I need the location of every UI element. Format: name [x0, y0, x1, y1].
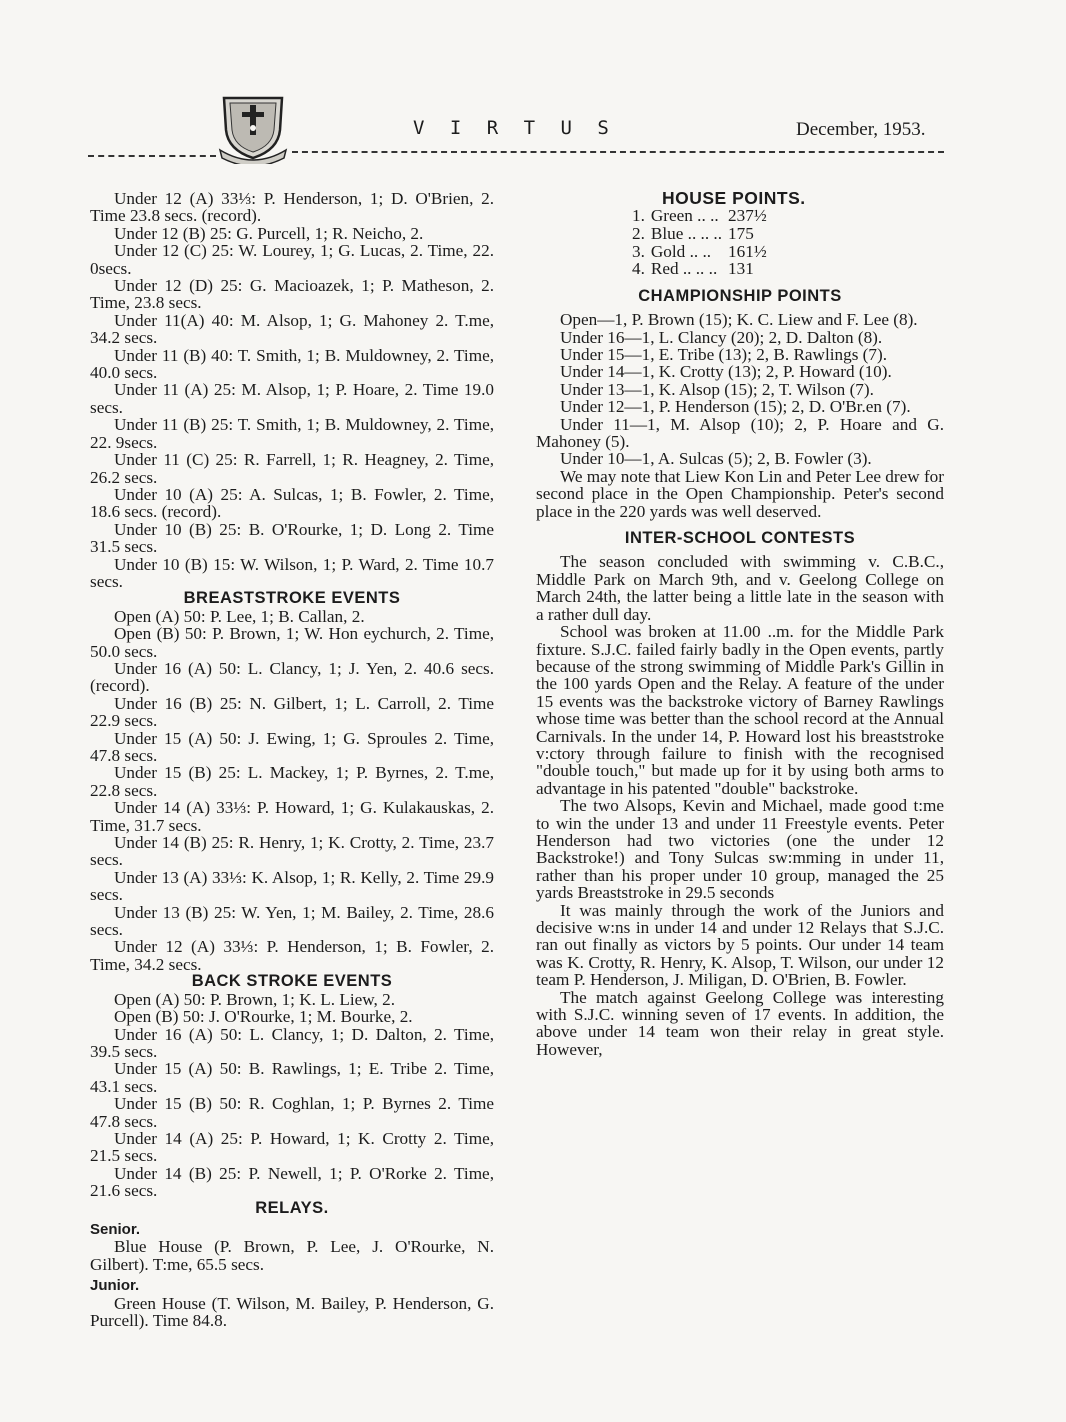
result-item: Open (B) 50: P. Brown, 1; W. Hon eychurch, 2. Time, 50.0 secs. — [90, 624, 494, 661]
result-item: Under 16 (B) 25: N. Gilbert, 1; L. Carroll, 2. Time 22.9 secs. — [90, 693, 494, 731]
rank-cell: 1. — [632, 206, 645, 226]
rank-cell: 2. — [632, 224, 645, 243]
senior-relay-text: Blue House (P. Brown, P. Lee, J. O'Rourke, N. Gilbert). T:me, 65.5 secs. — [90, 1237, 494, 1274]
result-item: Under 16 (A) 50: L. Clancy, 1; D. Dalton, 2. Time, 39.5 secs. — [90, 1024, 494, 1061]
inter-school-heading: INTER-SCHOOL CONTESTS — [624, 529, 856, 548]
result-item: Under 12 (A) 33⅓: P. Henderson, 1; D. O'Brien, 2. Time 23.8 secs. (record). — [90, 189, 494, 226]
result-item: Under 14 (B) 25: R. Henry, 1; K. Crotty, 2. Time, 23.7 secs. — [90, 833, 494, 870]
junior-label: Junior. — [90, 1277, 140, 1295]
senior-label: Senior. — [90, 1220, 141, 1238]
result-item: Under 14 (B) 25: P. Newell, 1; P. O'Rorke 2. Time, 21.6 secs. — [90, 1163, 494, 1201]
result-item: Under 11 (B) 40: T. Smith, 1; B. Muldowney, 2. Time, 40.0 secs. — [90, 345, 494, 383]
result-item: Under 10 (B) 15: W. Wilson, 1; P. Ward, 2. Time 10.7 secs. — [90, 554, 494, 591]
rank-cell: 3. — [632, 241, 645, 261]
points-cell: 161½ — [728, 241, 767, 261]
inter-school-text — [536, 553, 944, 1058]
championship-item: Under 15—1, E. Tribe (13); 2, B. Rawlings (7). — [560, 345, 888, 364]
header-rule-right — [292, 151, 944, 153]
paragraph: The two Alsops, Kevin and Michael, made good t:me to win the under 13 and under 11 Freestyle events. Peter Henderson had two victories (one the under 12 Backstroke!) and Tony Sulcas sw:mming in under 11, rather than his proper under 10 group, managed the 25 yards Breaststroke in 29.5 seconds — [536, 796, 944, 903]
house-cell: Gold .. .. — [650, 241, 712, 261]
championship-item: Under 14—1, K. Crotty (13); 2, P. Howard (10). — [560, 362, 892, 382]
result-item: Under 11 (B) 25: T. Smith, 1; B. Muldowney, 2. Time, 22. 9secs. — [90, 415, 494, 452]
result-item: Open (B) 50: J. O'Rourke, 1; M. Bourke, 2. — [114, 1007, 413, 1027]
paragraph: It was mainly through the work of the Juniors and decisive w:ns in under 14 and under 12 Relays that S.J.C. ran out finally as victors by 5 points. Our under 14 team was K. Crotty, R. Henry, K. Alsop, T. Wilson, our under 12 team P. Henderson, J. Miligan, D. O'Brien, B. Fowler. — [536, 900, 944, 990]
result-item: Under 11 (A) 25: M. Alsop, 1; P. Hoare, 2. Time 19.0 secs. — [90, 380, 494, 417]
championship-item: Under 13—1, K. Alsop (15); 2, T. Wilson (7). — [560, 379, 874, 399]
table-row — [632, 243, 773, 261]
junior-relay-text: Green House (T. Wilson, M. Bailey, P. Henderson, G. Purcell). Time 84.8. — [90, 1293, 494, 1330]
backstroke-results — [90, 991, 494, 1200]
relays-heading: RELAYS. — [255, 1198, 329, 1217]
breaststroke-results — [90, 608, 494, 974]
freestyle-results — [90, 190, 494, 590]
points-cell: 131 — [728, 259, 754, 279]
championship-item: Under 11—1, M. Alsop (10); 2, P. Hoare and G. Mahoney (5). — [536, 414, 944, 452]
house-points-table — [632, 207, 773, 277]
result-item: Under 14 (A) 33⅓: P. Howard, 1; G. Kulakauskas, 2. Time, 31.7 secs. — [90, 798, 494, 835]
page-header — [0, 0, 1066, 170]
result-item: Under 15 (B) 25: L. Mackey, 1; P. Byrnes, 2. T.me, 22.8 secs. — [90, 763, 494, 800]
masthead-title: V I R T U S — [413, 117, 616, 139]
paragraph: The match against Geelong College was interesting with S.J.C. winning seven of 17 events. In addition, the above under 14 team won their relay in great style. However, — [536, 987, 944, 1059]
result-item: Under 15 (A) 50: J. Ewing, 1; G. Sproules 2. Time, 47.8 secs. — [90, 728, 494, 765]
house-cell: Blue .. .. .. — [650, 224, 723, 243]
result-item: Under 14 (A) 25: P. Howard, 1; K. Crotty 2. Time, 21.5 secs. — [90, 1128, 494, 1166]
result-item: Under 12 (C) 25: W. Lourey, 1; G. Lucas, 2. Time, 22. 0secs. — [90, 241, 494, 278]
result-item: Under 13 (A) 33⅓: K. Alsop, 1; R. Kelly, 2. Time 29.9 secs. — [90, 867, 494, 905]
championship-note: We may note that Liew Kon Lin and Peter Lee drew for second place in the Open Championship. Peter's second place in the 220 yards was well deserved. — [536, 466, 944, 521]
result-item: Under 12 (B) 25: G. Purcell, 1; R. Neicho, 2. — [114, 223, 424, 243]
result-item: Under 12 (D) 25: G. Macioazek, 1; P. Matheson, 2. Time, 23.8 secs. — [90, 276, 494, 313]
school-crest-icon — [218, 92, 288, 164]
result-item: Under 13 (B) 25: W. Yen, 1; M. Bailey, 2. Time, 28.6 secs. — [90, 902, 494, 940]
championship-heading: CHAMPIONSHIP POINTS — [638, 286, 842, 305]
result-item: Under 15 (A) 50: B. Rawlings, 1; E. Tribe 2. Time, 43.1 secs. — [90, 1059, 494, 1096]
championship-list — [536, 311, 944, 520]
result-item: Under 16 (A) 50: L. Clancy, 1; J. Yen, 2. 40.6 secs. (record). — [90, 658, 494, 696]
championship-item: Open—1, P. Brown (15); K. C. Liew and F. Lee (8). — [560, 310, 918, 330]
points-cell: 175 — [728, 224, 754, 243]
right-column — [536, 190, 944, 1058]
house-points-heading: HOUSE POINTS. — [662, 188, 806, 208]
issue-date: December, 1953. — [796, 119, 926, 140]
result-item: Under 15 (B) 50: R. Coghlan, 1; P. Byrnes 2. Time 47.8 secs. — [90, 1094, 494, 1131]
rank-cell: 4. — [632, 259, 645, 279]
table-row — [632, 260, 773, 278]
house-cell: Red .. .. .. — [650, 259, 718, 279]
result-item: Under 10 (B) 25: B. O'Rourke, 1; D. Long 2. Time 31.5 secs. — [90, 519, 494, 557]
championship-item: Under 12—1, P. Henderson (15); 2, D. O'Br.en (7). — [560, 397, 911, 417]
championship-item: Under 16—1, L. Clancy (20); 2, D. Dalton (8). — [560, 327, 883, 347]
header-rule-left — [88, 155, 216, 157]
result-item: Open (A) 50: P. Brown, 1; K. L. Liew, 2. — [114, 989, 396, 1009]
result-item: Under 12 (A) 33⅓: P. Henderson, 1; B. Fowler, 2. Time, 34.2 secs. — [90, 937, 494, 974]
result-item: Under 11 (C) 25: R. Farrell, 1; R. Heagney, 2. Time, 26.2 secs. — [90, 450, 494, 487]
result-item: Under 10 (A) 25: A. Sulcas, 1; B. Fowler, 2. Time, 18.6 secs. (record). — [90, 484, 494, 522]
result-item: Under 11(A) 40: M. Alsop, 1; G. Mahoney 2. T.me, 34.2 secs. — [90, 310, 494, 348]
table-row — [632, 225, 773, 243]
championship-item: Under 10—1, A. Sulcas (5); 2, B. Fowler (3). — [560, 449, 872, 469]
points-cell: 237½ — [728, 206, 767, 226]
table-row — [632, 207, 773, 225]
left-column — [90, 190, 494, 1329]
result-item: Open (A) 50: P. Lee, 1; B. Callan, 2. — [114, 606, 365, 626]
house-cell: Green .. .. — [650, 206, 719, 226]
paragraph: The season concluded with swimming v. C.B.C., Middle Park on March 9th, and v. Geelong College on March 24th, the latter being a little late in the season with a rather dull day. — [536, 552, 944, 624]
paragraph: School was broken at 11.00 ..m. for the Middle Park fixture. S.J.C. failed fairly badly in the Open events, partly because of the strong swimming of Middle Park's Gillin in the 100 yards Open and the Relay. A feature of the under 15 events was the backstroke victory of Barney Rawlings whose time was better than the school record at the Annual Carnivals. In the under 14, P. Howard lost his breaststroke v:ctory through failure to finish with the recognised "double touch," but made up for it by using both arms to advantage in his patented "double" backstroke. — [536, 622, 944, 798]
breaststroke-heading: BREASTSTROKE EVENTS — [183, 589, 401, 608]
backstroke-heading: BACK STROKE EVENTS — [191, 972, 393, 991]
